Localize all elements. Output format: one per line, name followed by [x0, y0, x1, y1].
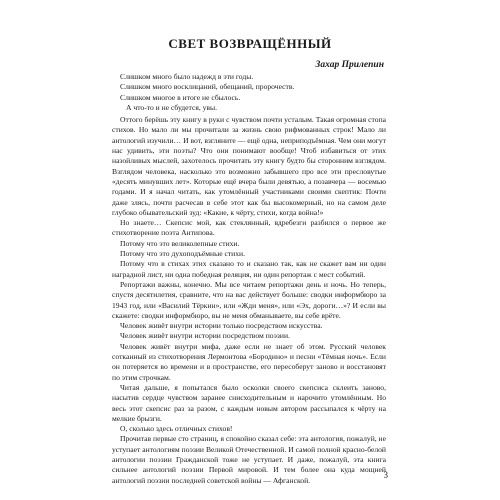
epigraph-line: Слишком многое в итоге не сбылось. [120, 92, 241, 102]
author-name: Захар Прилепин [315, 60, 384, 70]
paragraph: Человек живёт внутри истории только посредством искусства. [120, 321, 323, 331]
paragraph: Репортажи важны, конечно. Мы все читаем репортажи день и ночь. Но теперь, спустя десятилетия, сравните, что на вас действует больше: сводки информбюро за 1943 год, или «Василий Тёркин», или «Жди меня», или «Эх, дороги…»? И если вы скажете: сводки информбюро, вы не меня обманываете, вы себе врёте. [112, 279, 386, 320]
page-title: СВЕТ ВОЗВРАЩЁННЫЙ [168, 36, 332, 51]
paragraph: Человек живёт внутри мифа, даже если не знает об этом. Русский человек сотканный из стихотворения Лермонтова «Бородино» и песни «Тёмная ночь». Если он потеряется во времени и в пространстве, его пересоберут заново и восстановят по этим строчкам. [112, 341, 386, 382]
article-body [112, 72, 386, 486]
paragraph: Но знаете… Скепсис мой, как стеклянный, вдребезги разбился о первое же стихотворение поэта Антипова. [112, 218, 386, 238]
paragraph: Потому что в стихах этих сказано то и сказано так, как не скажет вам ни один наградной лист, ни одна победная реляция, ни один репортаж с мест событий. [112, 259, 386, 279]
epigraph [120, 72, 386, 113]
paragraph: Прочитав первые сто страниц, я спокойно сказал себе: эта антология, пожалуй, не уступает антологиям поэзии Великой Отечественной. И самой полной красно-белой антологии поэзии Гражданской тоже не уступает. И даже, пожалуй, эта книга сильнее антологий поэзии Первой мировой. И тем более она куда мощней антологий поэзии последней советской войны — Афганской. [112, 434, 386, 485]
epigraph-line: А что-то и не сбудется, увы. [126, 102, 217, 112]
paragraph: О, сколько здесь отличных стихов! [120, 424, 233, 434]
paragraph: Человек живёт внутри истории посредством поэзии. [120, 331, 290, 341]
paragraph: Потому что это великолепные стихи. [120, 238, 240, 248]
epigraph-line: Слишком много восклицаний, обещаний, пророчеств. [120, 82, 295, 92]
paragraph: Читая дальше, я попытался было осколки своего скепсиса склеить заново, насытив сердце чувством заранее снисходительным и нарочито утомлённым. Но весь этот скепсис раз за разом, с каждым новым автором рассыпался к чёрту на мелкие брызги. [112, 382, 386, 423]
epigraph-line: Слишком много было надежд в эти годы. [120, 72, 254, 81]
paragraph: Оттого берёшь эту книгу в руки с чувством почти усталым. Такая огромная стопа стихов. Но мало ли мы прочитали за жизнь свою рифмованных строк! Мало ли антологий изучили… И вот, взгляните — ещё одна, неприподъёмная. Чем они могут нас удивить, эти поэты? Что они понимают вообще! Чтоб избавиться от этих назойливых мыслей, захотелось прочитать эту книгу будто бы сторонним взглядом. Взглядом человека, насколько это возможно забывшего про все эти пресловутые «десять минувших лет». Которые ещё вчера были девятью, а позавчера — восемью годами. И я начал читать, как утомлённый участниками своими скептик: Почти даже злясь, почти расчесав в себе этот как бы высокомерный, но на самом деле глубоко обывательский зуд: «Какие, к чёрту, стихи, когда война!» [112, 115, 386, 217]
paragraph: Потому что это духоподъёмные стихи. [120, 249, 245, 259]
page-number: 3 [383, 470, 388, 480]
